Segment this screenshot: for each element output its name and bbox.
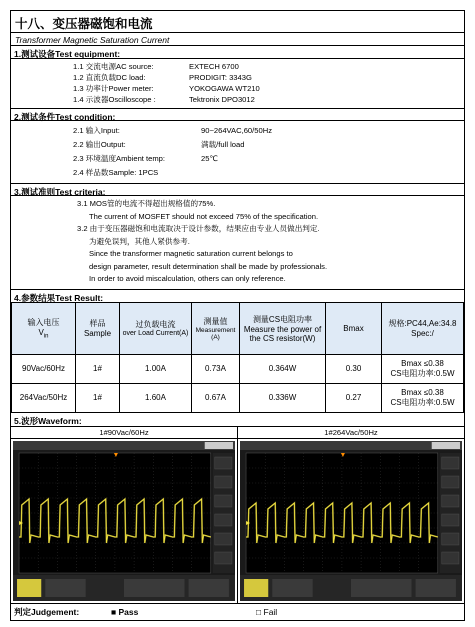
scope-top-bar — [13, 441, 235, 450]
cell-bmax: 0.27 — [326, 383, 382, 412]
cell-load: 1.00A — [120, 354, 192, 383]
cell-spec-bmax: Bmax ≤0.38 — [401, 358, 444, 368]
oscilloscope-trace-left — [13, 441, 235, 601]
header-cs — [240, 302, 326, 354]
scope-info-box — [272, 579, 312, 597]
scope-side-button — [442, 552, 459, 564]
judgement-row — [11, 603, 464, 620]
criteria-line: The current of MOSFET should not exceed 75% of the specification. — [89, 211, 319, 221]
results-heading: 4.参数结果Test Result: — [11, 289, 464, 302]
cell-sample: 1# — [76, 354, 120, 383]
equipment-value: Tektronix DPO3012 — [189, 95, 255, 104]
equipment-item — [11, 83, 464, 94]
results-table — [11, 302, 464, 413]
scope-brand-badge — [205, 442, 233, 449]
header-input-subscript: in — [43, 333, 49, 340]
condition-list — [11, 121, 464, 183]
cell-meas: 0.67A — [192, 383, 240, 412]
scope-info-box — [351, 579, 412, 597]
equipment-value: PRODIGIT: 3343G — [189, 73, 252, 82]
criteria-line: 3.1 MOS管的电流不得超出规格值的75%. — [77, 199, 216, 208]
waveform-row — [11, 438, 464, 603]
header-input-label: 输入电压 — [27, 317, 60, 327]
oscilloscope-screenshot-left — [13, 441, 235, 601]
equipment-value: YOKOGAWA WT210 — [189, 84, 260, 93]
cell-meas: 0.73A — [192, 354, 240, 383]
equipment-label: 1.1 交流电源AC source: — [73, 62, 154, 71]
scope-info-box — [45, 579, 85, 597]
condition-label: 2.1 输入Input: — [73, 126, 120, 135]
table-row — [12, 354, 464, 383]
criteria-list — [11, 196, 464, 289]
header-input — [12, 302, 76, 354]
header-meas-cn: 测量值 — [203, 316, 228, 326]
scope-side-button — [215, 457, 232, 469]
criteria-line: Since the transformer magnetic saturation current belongs to — [89, 249, 293, 258]
condition-label: 2.2 输出Output: — [73, 140, 126, 149]
cell-spec-bmax: Bmax ≤0.38 — [401, 387, 444, 397]
header-measurement — [192, 302, 240, 354]
cell-cs: 0.364W — [240, 354, 326, 383]
scope-info-box — [189, 579, 229, 597]
judgement-pass: ■ Pass — [111, 606, 139, 617]
scope-side-button — [215, 552, 232, 564]
cell-input: 264Vac/50Hz — [12, 383, 76, 412]
header-sample: 样品 Sample — [76, 302, 120, 354]
condition-value: 25℃ — [201, 154, 218, 163]
waveform-right-label: 1#264Vac/50Hz — [237, 427, 464, 438]
oscilloscope-trace-right — [240, 441, 462, 601]
header-load-en: over Load Current(A) — [122, 330, 189, 337]
condition-value: 满载/full load — [201, 140, 245, 149]
equipment-heading: 1.测试设备Test equipment: — [11, 46, 464, 59]
cell-load: 1.60A — [120, 383, 192, 412]
table-row — [12, 383, 464, 412]
criteria-line: 3.2 由于变压器磁饱和电流取决于设计参数，结果应由专业人员做出判定. — [77, 224, 320, 233]
report-page — [10, 10, 465, 621]
scope-side-button — [442, 495, 459, 507]
scope-top-bar — [240, 441, 462, 450]
oscilloscope-screenshot-right — [240, 441, 462, 601]
cell-spec-cs: CS电阻功率:0.5W — [390, 368, 455, 378]
equipment-label: 1.2 直流负载DC load: — [73, 73, 146, 82]
scope-info-box — [416, 579, 456, 597]
condition-item — [11, 166, 464, 180]
waveform-right-cell — [237, 439, 464, 603]
cell-spec-cs: CS电阻功率:0.5W — [390, 397, 455, 407]
scope-side-button — [442, 457, 459, 469]
scope-side-button — [442, 514, 459, 526]
header-load — [120, 302, 192, 354]
header-load-cn: 过负载电流 — [135, 320, 176, 329]
condition-item — [11, 152, 464, 166]
header-bmax: Bmax — [326, 302, 382, 354]
scope-side-button — [442, 476, 459, 488]
condition-label: 2.3 环境温度Ambient temp: — [73, 154, 165, 163]
scope-side-button — [215, 514, 232, 526]
scope-channel-badge — [17, 579, 41, 597]
scope-info-box — [124, 579, 185, 597]
equipment-label: 1.4 示波器Oscilloscope : — [73, 95, 156, 104]
equipment-item — [11, 72, 464, 83]
scope-side-button — [215, 495, 232, 507]
equipment-item — [11, 94, 464, 105]
cell-sample: 1# — [76, 383, 120, 412]
cell-spec — [382, 383, 464, 412]
condition-item — [11, 138, 464, 152]
scope-side-button — [215, 476, 232, 488]
waveform-left-label: 1#90Vac/60Hz — [99, 427, 149, 437]
equipment-list — [11, 59, 464, 108]
waveform-labels — [11, 426, 464, 438]
judgement-fail: □ Fail — [256, 606, 278, 617]
header-input-sub: $V_{in}$ — [38, 327, 49, 340]
scope-side-button — [442, 533, 459, 545]
equipment-item — [11, 61, 464, 72]
page-title: 十八、变压器磁饱和电流 — [11, 11, 464, 33]
criteria-heading: 3.测试准则Test criteria: — [11, 183, 464, 196]
waveform-heading: 5.波形Waveform: — [14, 415, 82, 426]
page-subtitle: Transformer Magnetic Saturation Current — [11, 33, 464, 46]
condition-value: 90~264VAC,60/50Hz — [201, 126, 272, 135]
cell-bmax: 0.30 — [326, 354, 382, 383]
equipment-value: EXTECH 6700 — [189, 62, 239, 71]
criteria-line: design parameter, result determination shall be made by professionals. — [89, 261, 328, 271]
condition-heading: 2.测试条件Test condition: — [11, 108, 464, 121]
table-header-row — [12, 302, 464, 354]
scope-channel-badge — [244, 579, 268, 597]
equipment-label: 1.3 功率计Power meter: — [73, 84, 154, 93]
scope-brand-badge — [432, 442, 460, 449]
header-spec: 规格:PC44,Ae:34.8 Spec:/ — [382, 302, 464, 354]
cell-input: 90Vac/60Hz — [12, 354, 76, 383]
cell-spec — [382, 354, 464, 383]
scope-side-button — [215, 533, 232, 545]
waveform-left-cell — [11, 439, 237, 603]
criteria-line: In order to avoid miscalculation, others can only reference. — [89, 274, 286, 283]
judgement-label: 判定Judgement: — [14, 606, 80, 617]
header-cs-cn: 测量CS电阻功率 — [252, 314, 313, 324]
criteria-line: 为避免误判，其他人紧供参考. — [89, 236, 190, 246]
condition-label: 2.4 样品数Sample: 1PCS — [73, 168, 159, 177]
header-cs-en: Measure the power of the CS resistor(W) — [243, 324, 322, 343]
cell-cs: 0.336W — [240, 383, 326, 412]
header-meas-en: Measurement (A) — [195, 326, 236, 341]
condition-item — [11, 124, 464, 138]
